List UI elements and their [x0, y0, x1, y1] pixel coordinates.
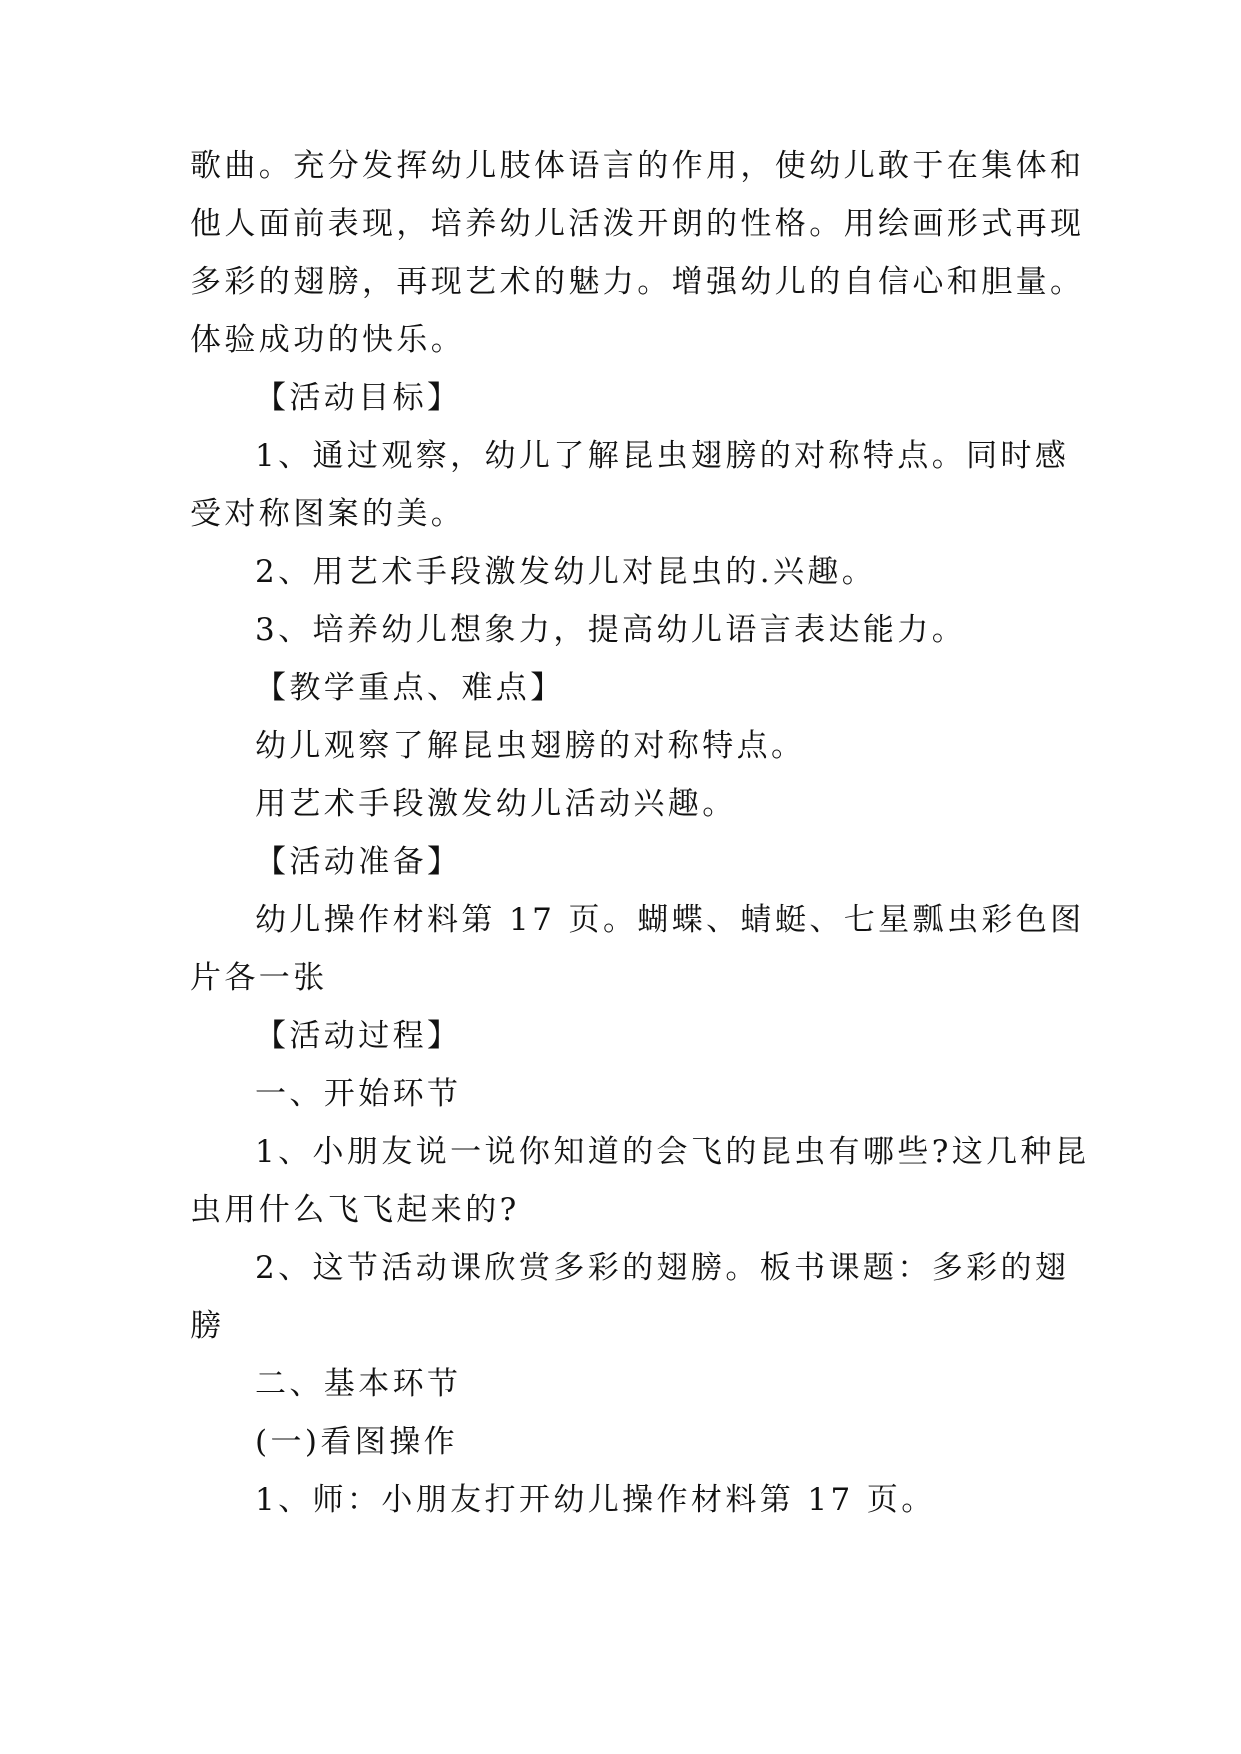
- list-item: 1、小朋友说一说你知道的会飞的昆虫有哪些?这几种昆: [255, 1134, 1090, 1170]
- paragraph-line: 幼儿观察了解昆虫翅膀的对称特点。: [255, 728, 806, 764]
- list-item: 3、培养幼儿想象力，提高幼儿语言表达能力。: [255, 612, 967, 648]
- list-item-continuation: 虫用什么飞飞起来的?: [190, 1192, 520, 1228]
- list-item-continuation: 膀: [190, 1308, 225, 1344]
- list-item-continuation: 受对称图案的美。: [190, 496, 466, 532]
- paragraph-line: 他人面前表现，培养幼儿活泼开朗的性格。用绘画形式再现: [190, 206, 1085, 242]
- section-heading: 【活动过程】: [255, 1018, 462, 1054]
- section-heading: 【教学重点、难点】: [255, 670, 565, 706]
- subsection-heading: 一、开始环节: [255, 1076, 462, 1112]
- list-item: 2、这节活动课欣赏多彩的翅膀。板书课题：多彩的翅: [255, 1250, 1070, 1286]
- paragraph-line: 歌曲。充分发挥幼儿肢体语言的作用，使幼儿敢于在集体和: [190, 148, 1085, 184]
- paragraph-line: 多彩的翅膀，再现艺术的魅力。增强幼儿的自信心和胆量。: [190, 264, 1085, 300]
- paragraph-line: 片各一张: [190, 960, 328, 996]
- subsection-heading: 二、基本环节: [255, 1366, 462, 1402]
- list-item: 2、用艺术手段激发幼儿对昆虫的.兴趣。: [255, 554, 877, 590]
- list-item: 1、通过观察，幼儿了解昆虫翅膀的对称特点。同时感: [255, 438, 1070, 474]
- list-item: 1、师：小朋友打开幼儿操作材料第 17 页。: [255, 1482, 936, 1518]
- paragraph-line: 用艺术手段激发幼儿活动兴趣。: [255, 786, 737, 822]
- subsection-heading: (一)看图操作: [255, 1424, 458, 1460]
- section-heading: 【活动准备】: [255, 844, 462, 880]
- section-heading: 【活动目标】: [255, 380, 462, 416]
- paragraph-line: 体验成功的快乐。: [190, 322, 466, 358]
- paragraph-line: 幼儿操作材料第 17 页。蝴蝶、蜻蜓、七星瓢虫彩色图: [255, 902, 1085, 938]
